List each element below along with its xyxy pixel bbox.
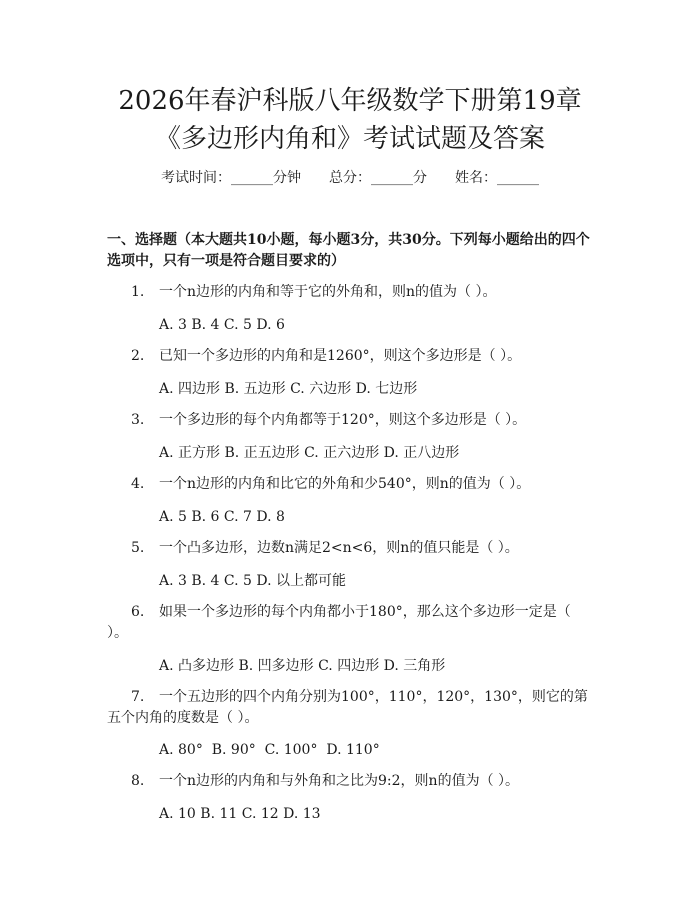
- question-8-options: A. 10 B. 11 C. 12 D. 13: [159, 806, 321, 822]
- question-1-options: A. 3 B. 4 C. 5 D. 6: [159, 317, 285, 333]
- question-2-options: A. 四边形 B. 五边形 C. 六边形 D. 七边形: [159, 381, 418, 397]
- question-8: [107, 771, 593, 792]
- score-field: 总分：______分: [329, 170, 427, 186]
- question-3-options: A. 正方形 B. 正五边形 C. 正六边形 D. 正八边形: [159, 445, 460, 461]
- exam-time-field: 考试时间：______分钟: [161, 170, 301, 186]
- question-text: 已知一个多边形的内角和是1260°，则这个多边形是（ ）。: [159, 348, 522, 364]
- question-number: 1.: [131, 284, 145, 300]
- question-number: 4.: [131, 476, 145, 492]
- question-7: [107, 687, 593, 729]
- question-text: 一个五边形的四个内角分别为100°，110°，120°，130°，则它的第五个内角的度数是（ ）。: [107, 689, 588, 726]
- question-text: 一个n边形的内角和等于它的外角和，则n的值为（ ）。: [159, 284, 497, 300]
- question-6: [107, 602, 593, 644]
- question-4: [107, 474, 593, 495]
- page-title-line1: 2026年春沪科版八年级数学下册第19章: [118, 86, 582, 116]
- question-5-options: A. 3 B. 4 C. 5 D. 以上都可能: [159, 573, 347, 589]
- page-title-line2: 《多边形内角和》考试试题及答案: [154, 124, 545, 154]
- question-6-options: A. 凸多边形 B. 凹多边形 C. 四边形 D. 三角形: [159, 658, 446, 674]
- question-text: 一个n边形的内角和与外角和之比为9:2，则n的值为（ ）。: [159, 773, 520, 789]
- question-7-options: A. 80° B. 90° C. 100° D. 110°: [159, 742, 380, 758]
- question-number: 8.: [131, 773, 145, 789]
- question-text: 如果一个多边形的每个内角都小于180°，那么这个多边形一定是（ ）。: [107, 604, 571, 641]
- question-1: [107, 282, 593, 303]
- question-text: 一个n边形的内角和比它的外角和少540°，则n的值为（ ）。: [159, 476, 531, 492]
- question-number: 7.: [131, 689, 145, 705]
- question-3: [107, 410, 593, 431]
- question-text: 一个凸多边形，边数n满足2<n<6，则n的值只能是（ ）。: [159, 540, 519, 556]
- name-field: 姓名：______: [455, 170, 539, 186]
- exam-info-row: [0, 168, 700, 188]
- question-4-options: A. 5 B. 6 C. 7 D. 8: [159, 509, 285, 525]
- question-number: 5.: [131, 540, 145, 556]
- section-heading: 一、选择题（本大题共10小题，每小题3分，共30分。下列每小题给出的四个选项中，只有一项是符合题目要求的）: [107, 232, 590, 269]
- question-2: [107, 346, 593, 367]
- question-number: 3.: [131, 412, 145, 428]
- question-number: 6.: [131, 604, 145, 620]
- question-text: 一个多边形的每个内角都等于120°，则这个多边形是（ ）。: [159, 412, 527, 428]
- question-number: 2.: [131, 348, 145, 364]
- question-5: [107, 538, 593, 559]
